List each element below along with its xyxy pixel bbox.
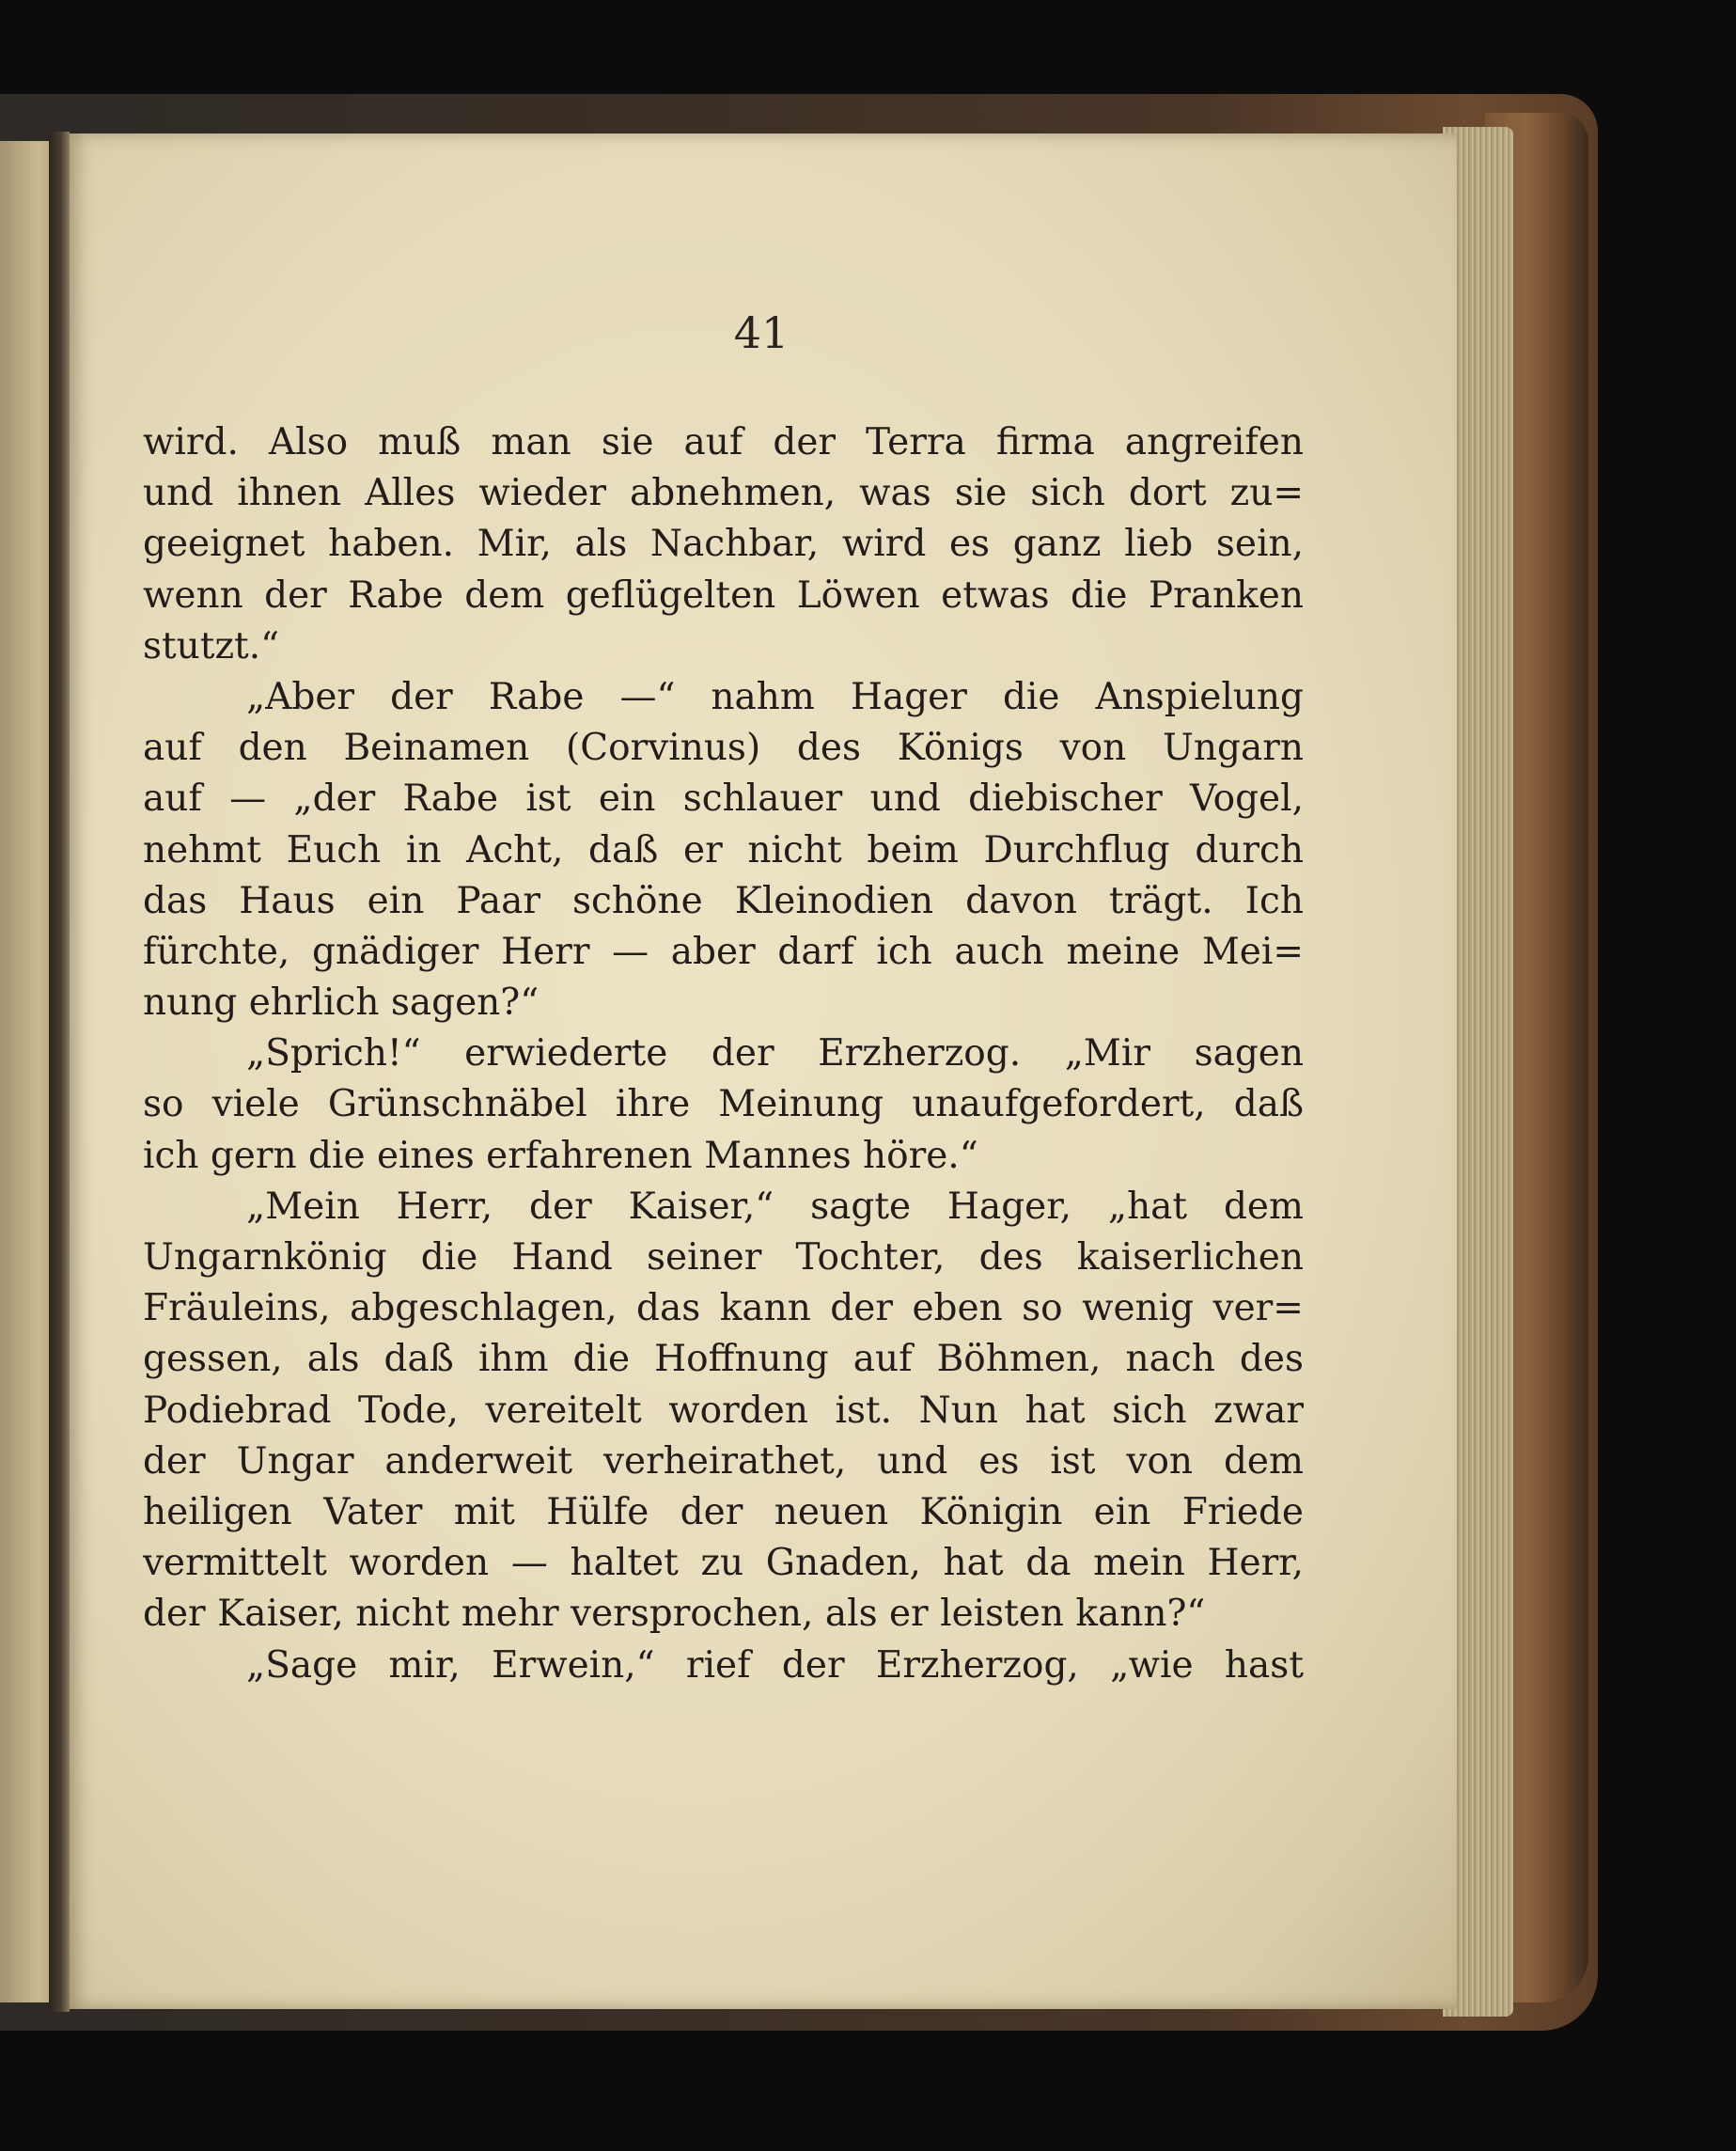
- text-line: auf — „der Rabe ist ein schlauer und diebischer Vogel,: [143, 777, 1304, 821]
- text-line: „Sprich!“ erwiederte der Erzherzog. „Mir sagen: [246, 1032, 1304, 1076]
- text-line: fürchte, gnädiger Herr — aber darf ich auch meine Mei=: [143, 930, 1304, 973]
- previous-page-edge: [0, 141, 55, 2002]
- text-line: „Sage mir, Erwein,“ rief der Erzherzog, „wie hast: [246, 1643, 1304, 1687]
- text-line: ich gern die eines erfahrenen Mannes höre.“: [143, 1134, 978, 1177]
- text-line: wenn der Rabe dem geflügelten Löwen etwas die Pranken: [143, 573, 1304, 617]
- text-line: wird. Also muß man sie auf der Terra firma angreifen: [143, 421, 1304, 463]
- text-line: nehmt Euch in Acht, daß er nicht beim Durchflug durch: [143, 828, 1304, 871]
- text-line: auf den Beinamen (Corvinus) des Königs von Ungarn: [143, 727, 1304, 770]
- text-line: der Kaiser, nicht mehr versprochen, als er leisten kann?“: [143, 1593, 1206, 1636]
- page-number: 41: [733, 307, 790, 358]
- text-line: gessen, als daß ihm die Hoffnung auf Böhmen, nach des: [143, 1338, 1304, 1381]
- text-line: geeignet haben. Mir, als Nachbar, wird es ganz lieb sein,: [143, 523, 1304, 566]
- text-line: das Haus ein Paar schöne Kleinodien davon trägt. Ich: [143, 879, 1304, 922]
- text-line: und ihnen Alles wieder abnehmen, was sie sich dort zu=: [143, 472, 1304, 515]
- text-line: „Aber der Rabe —“ nahm Hager die Anspielung: [246, 675, 1304, 718]
- text-line: vermittelt worden — haltet zu Gnaden, hat da mein Herr,: [143, 1542, 1304, 1585]
- text-line: der Ungar anderweit verheirathet, und es ist von dem: [143, 1439, 1304, 1483]
- text-line: heiligen Vater mit Hülfe der neuen Königin ein Friede: [143, 1490, 1304, 1533]
- text-line: nung ehrlich sagen?“: [143, 981, 540, 1025]
- book-page: [66, 133, 1457, 2009]
- text-line: Fräuleins, abgeschlagen, das kann der eben so wenig ver=: [143, 1287, 1304, 1330]
- text-line: Ungarnkönig die Hand seiner Tochter, des kaiserlichen: [143, 1236, 1304, 1279]
- text-line: Podiebrad Tode, vereitelt worden ist. Nun hat sich zwar: [143, 1389, 1304, 1432]
- book-gutter: [49, 132, 70, 2012]
- text-line: „Mein Herr, der Kaiser,“ sagte Hager, „hat dem: [246, 1185, 1304, 1228]
- page-text: [143, 417, 1304, 1691]
- text-line: stutzt.“: [143, 624, 280, 667]
- text-line: so viele Grünschnäbel ihre Meinung unaufgefordert, daß: [143, 1083, 1304, 1126]
